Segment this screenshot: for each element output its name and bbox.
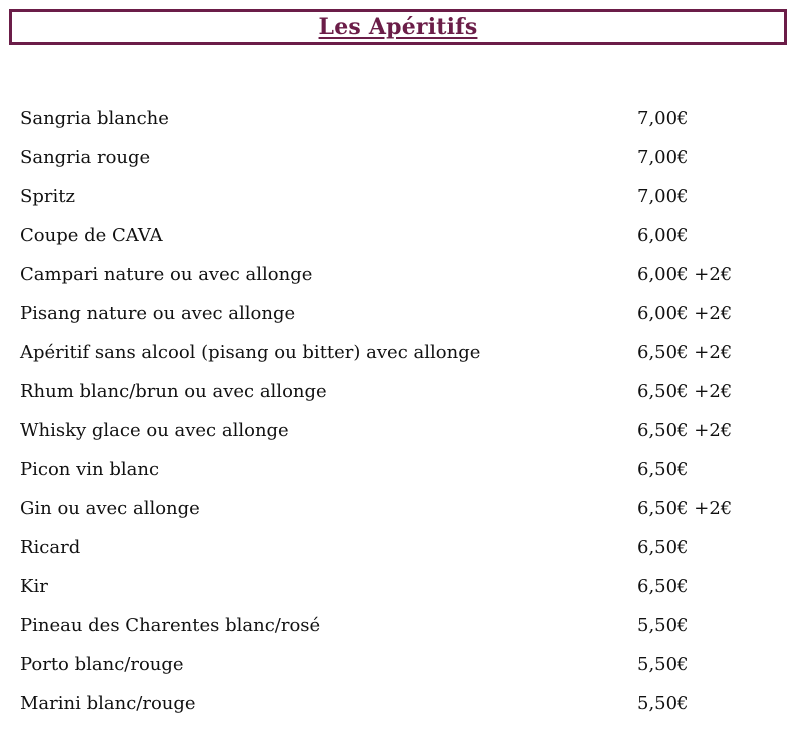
menu-row	[20, 412, 780, 451]
item-price: 6,50€	[637, 576, 689, 597]
menu-list	[20, 100, 780, 724]
item-price: 5,50€	[637, 654, 689, 675]
item-price: 6,00€	[637, 225, 689, 246]
menu-row	[20, 334, 780, 373]
menu-row	[20, 568, 780, 607]
item-name: Kir	[20, 576, 48, 597]
item-name: Porto blanc/rouge	[20, 654, 184, 675]
item-name: Marini blanc/rouge	[20, 693, 196, 714]
item-name: Rhum blanc/brun ou avec allonge	[20, 381, 327, 402]
item-price: 7,00€	[637, 186, 689, 207]
item-price: 6,50€ +2€	[637, 342, 733, 363]
item-name: Sangria rouge	[20, 147, 151, 168]
item-name: Pineau des Charentes blanc/rosé	[20, 615, 321, 636]
item-name: Picon vin blanc	[20, 459, 160, 480]
item-price: 6,50€ +2€	[637, 498, 733, 519]
item-name: Pisang nature ou avec allonge	[20, 303, 296, 324]
item-name: Coupe de CAVA	[20, 225, 163, 246]
menu-row	[20, 646, 780, 685]
item-name: Whisky glace ou avec allonge	[20, 420, 289, 441]
title-box	[9, 9, 787, 45]
menu-row	[20, 529, 780, 568]
item-price: 6,00€ +2€	[637, 303, 733, 324]
item-name: Ricard	[20, 537, 81, 558]
item-name: Spritz	[20, 186, 75, 207]
menu-row	[20, 295, 780, 334]
menu-row	[20, 685, 780, 724]
item-price: 6,00€ +2€	[637, 264, 733, 285]
item-name: Apéritif sans alcool (pisang ou bitter) avec allonge	[20, 342, 481, 363]
item-name: Sangria blanche	[20, 108, 169, 129]
menu-row	[20, 373, 780, 412]
menu-row	[20, 139, 780, 178]
menu-row	[20, 490, 780, 529]
menu-row	[20, 217, 780, 256]
menu-row	[20, 451, 780, 490]
item-price: 5,50€	[637, 615, 689, 636]
menu-row	[20, 607, 780, 646]
item-price: 6,50€ +2€	[637, 420, 733, 441]
item-name: Gin ou avec allonge	[20, 498, 200, 519]
item-price: 5,50€	[637, 693, 689, 714]
item-price: 7,00€	[637, 108, 689, 129]
menu-row	[20, 178, 780, 217]
item-price: 6,50€	[637, 459, 689, 480]
item-price: 7,00€	[637, 147, 689, 168]
page-title: Les Apéritifs	[318, 14, 478, 40]
item-name: Campari nature ou avec allonge	[20, 264, 313, 285]
menu-row	[20, 256, 780, 295]
item-price: 6,50€ +2€	[637, 381, 733, 402]
item-price: 6,50€	[637, 537, 689, 558]
menu-row	[20, 100, 780, 139]
